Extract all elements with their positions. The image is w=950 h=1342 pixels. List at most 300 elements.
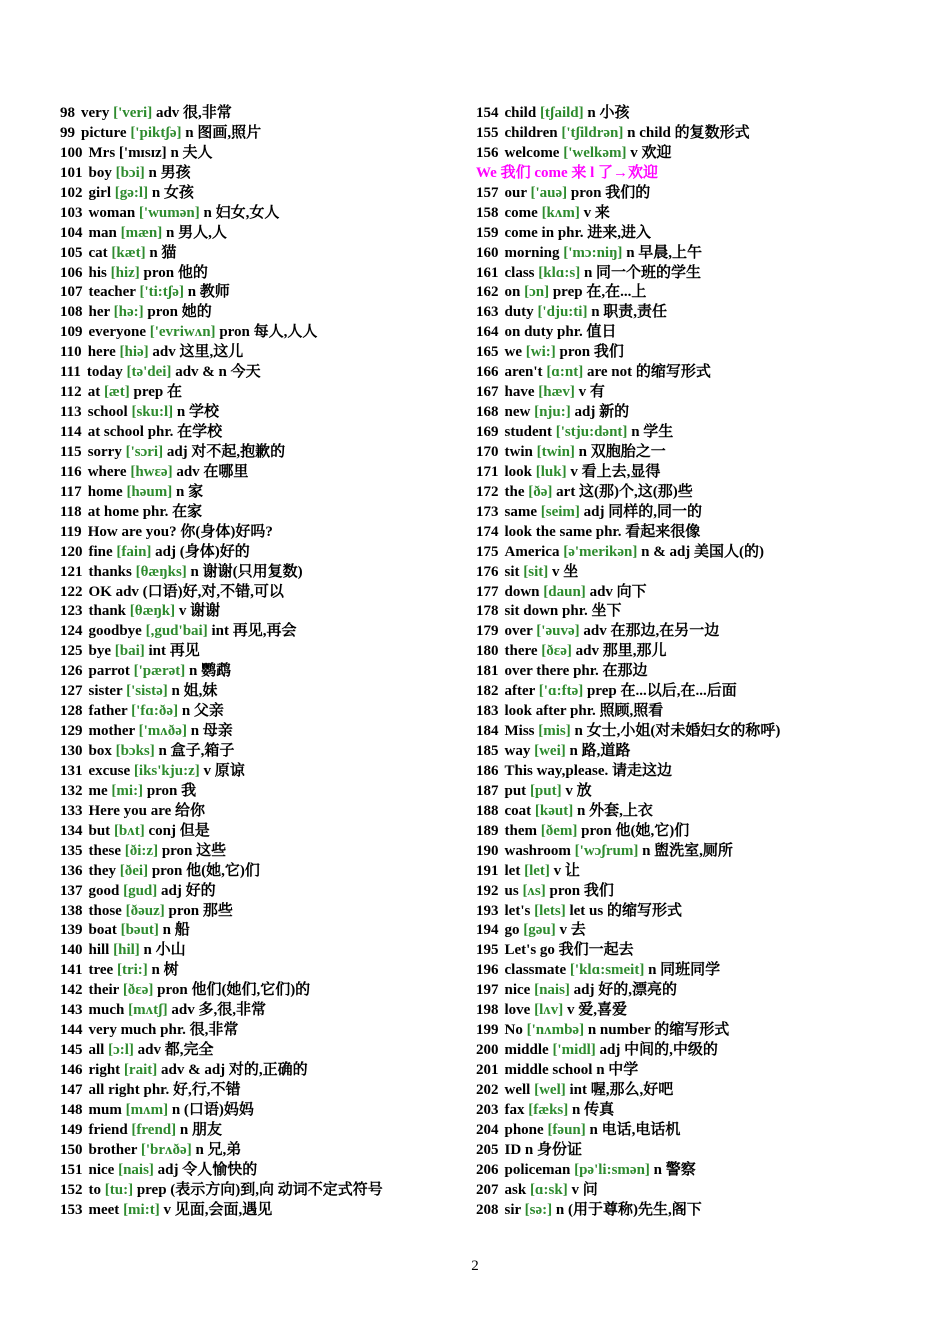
entry-word: come <box>504 204 538 221</box>
vocab-entry <box>60 1081 460 1101</box>
entry-word: put <box>504 782 527 799</box>
entry-number: 178 <box>476 603 499 620</box>
entry-number: 120 <box>60 543 83 560</box>
entry-definition: v 有 <box>578 384 605 401</box>
entry-number: 181 <box>476 663 499 680</box>
vocab-entry <box>60 902 460 922</box>
entry-phonetic: [wei] <box>534 743 566 759</box>
entry-word: on <box>504 284 521 301</box>
entry-number: 118 <box>60 503 82 520</box>
entry-word: OK <box>88 583 112 600</box>
entry-number: 164 <box>476 324 499 341</box>
vocab-entry <box>476 104 916 124</box>
vocab-entry <box>60 124 460 144</box>
entry-definition: n 朋友 <box>179 1121 222 1138</box>
vocab-entry <box>60 363 460 383</box>
entry-number: 124 <box>60 623 83 640</box>
vocab-entry <box>60 782 460 802</box>
vocab-entry <box>60 1061 460 1081</box>
entry-definition: adj 好的 <box>161 882 216 899</box>
vocab-entry <box>476 1041 916 1061</box>
entry-definition: adj 好的,漂亮的 <box>573 982 678 999</box>
entry-word: here <box>87 344 116 361</box>
vocab-entry <box>476 224 916 244</box>
vocab-entry <box>476 523 916 543</box>
entry-number: 107 <box>60 284 83 301</box>
vocab-entry <box>476 144 916 164</box>
vocab-entry <box>476 1021 916 1041</box>
entry-phonetic: ['sistə] <box>126 683 168 700</box>
entry-definition: phr. 在家 <box>142 503 203 520</box>
entry-phonetic: ['brʌðə] <box>140 1141 192 1158</box>
entry-definition: phr. 值日 <box>557 324 617 341</box>
vocab-entry <box>60 762 460 782</box>
entry-number: 201 <box>476 1062 499 1078</box>
vocab-entry <box>476 622 916 642</box>
entry-definition: n (口语)妈妈 <box>171 1101 254 1118</box>
entry-word: where <box>87 463 127 480</box>
vocab-entry <box>476 642 916 662</box>
entry-word: let <box>504 862 521 879</box>
entry-definition: phr. 看起来很像 <box>595 523 701 540</box>
entry-phonetic: [həum] <box>126 483 173 500</box>
entry-definition: n 男孩 <box>148 164 191 181</box>
entry-number: 126 <box>60 663 83 680</box>
entry-number: 146 <box>60 1062 83 1078</box>
entry-phonetic: [mi:t] <box>123 1201 160 1218</box>
entry-phonetic: [nju:] <box>534 404 571 421</box>
entry-number: 115 <box>60 443 82 460</box>
vocab-entry <box>60 622 460 642</box>
vocab-entry <box>476 463 916 483</box>
entry-phonetic: ['stju:dənt] <box>555 424 628 440</box>
entry-phonetic: [hwɛə] <box>130 463 173 480</box>
entry-definition: n 警察 <box>653 1161 696 1178</box>
vocab-entry <box>60 1181 460 1201</box>
entry-phonetic: [mʌtʃ] <box>128 1002 168 1019</box>
entry-word: very much <box>88 1022 157 1039</box>
entry-number: 184 <box>476 723 499 740</box>
entry-number: 110 <box>60 344 82 361</box>
entry-phonetic: ['klɑ:smeit] <box>569 962 645 979</box>
entry-number: 99 <box>60 124 75 141</box>
vocab-entry <box>476 1181 916 1201</box>
entry-word: school <box>87 404 128 421</box>
page-number: 2 <box>471 1258 479 1274</box>
entry-number: 151 <box>60 1161 83 1178</box>
entry-word: girl <box>88 184 111 201</box>
vocab-entry <box>60 423 460 443</box>
vocab-entry <box>60 642 460 662</box>
entry-word: class <box>504 264 535 281</box>
entry-word: middle school <box>504 1062 593 1078</box>
entry-definition: n 谢谢(只用复数) <box>190 563 303 580</box>
vocab-entry <box>60 882 460 902</box>
vocab-entry <box>60 921 460 941</box>
vocab-entry <box>60 583 460 603</box>
entry-phonetic: [mis] <box>538 723 571 740</box>
entry-definition: adv 那里,那儿 <box>575 643 667 660</box>
entry-word: phone <box>504 1121 544 1138</box>
entry-phonetic: [fain] <box>116 543 152 560</box>
entry-phonetic: [lʌv] <box>534 1002 564 1019</box>
entry-number: 156 <box>476 144 499 161</box>
vocab-entry <box>60 563 460 583</box>
entry-number: 133 <box>60 802 83 819</box>
entry-definition: conj 但是 <box>148 822 210 839</box>
entry-number: 106 <box>60 264 83 281</box>
entry-definition: n 盒子,箱子 <box>158 743 235 759</box>
entry-word: right <box>88 1062 121 1078</box>
entry-word: duty <box>504 304 534 321</box>
entry-definition: adj 令人愉快的 <box>157 1161 258 1178</box>
entry-word: come in <box>504 224 555 241</box>
entry-definition: adv 在哪里 <box>176 463 249 480</box>
entry-word: sir <box>504 1201 521 1218</box>
vocab-entry <box>476 602 916 622</box>
entry-word: picture <box>81 124 127 141</box>
entry-phonetic: [bɔks] <box>115 743 155 759</box>
entry-number: 191 <box>476 862 499 879</box>
entry-word: middle <box>504 1042 549 1059</box>
entry-phonetic: [nais] <box>534 982 570 999</box>
entry-phonetic: [lets] <box>534 902 566 919</box>
entry-number: 98 <box>60 105 75 121</box>
vocab-entry <box>476 742 916 762</box>
vocab-entry <box>476 363 916 383</box>
entry-word: Let's go <box>504 942 555 959</box>
entry-phonetic: [hil] <box>113 942 140 959</box>
entry-word: the <box>504 483 525 500</box>
entry-word: well <box>504 1081 531 1098</box>
entry-number: 158 <box>476 204 499 221</box>
entry-word: sit down <box>504 603 559 620</box>
entry-definition: adv 这里,这儿 <box>152 344 244 361</box>
entry-number: 162 <box>476 284 499 301</box>
entry-word: fine <box>88 543 113 560</box>
vocab-entry <box>476 842 916 862</box>
entry-phonetic: ['sɔri] <box>125 443 164 460</box>
entry-phonetic: [mæn] <box>120 224 163 241</box>
vocab-entry <box>476 343 916 363</box>
entry-phonetic: ['ɑ:ftə] <box>538 683 584 700</box>
entry-word: thank <box>88 603 127 620</box>
vocab-entry <box>476 423 916 443</box>
entry-number: 204 <box>476 1121 499 1138</box>
entry-definition: n child 的复数形式 <box>627 124 750 141</box>
entry-word: his <box>88 264 107 281</box>
entry-number: 114 <box>60 424 82 440</box>
entry-definition: n 同一个班的学生 <box>583 264 702 281</box>
entry-phonetic: ['wumən] <box>138 204 200 221</box>
entry-word: sorry <box>87 443 122 460</box>
entry-definition: pron 这些 <box>161 842 227 859</box>
entry-definition: v 看上去,显得 <box>570 463 661 480</box>
entry-word: way <box>504 743 531 759</box>
entry-word: at home <box>87 503 139 520</box>
entry-definition: v 来 <box>583 204 610 221</box>
entry-number: 140 <box>60 942 83 959</box>
entry-phonetic: ['pærət] <box>133 663 186 680</box>
entry-word: student <box>504 424 553 440</box>
entry-definition: n 同班同学 <box>648 962 721 979</box>
entry-phonetic: [wel] <box>534 1081 566 1098</box>
entry-number: 123 <box>60 603 83 620</box>
entry-number: 112 <box>60 384 82 401</box>
entry-number: 153 <box>60 1201 83 1218</box>
entry-definition: pron 我们的 <box>570 184 651 201</box>
entry-number: 207 <box>476 1181 499 1198</box>
entry-word: go <box>504 922 520 939</box>
vocab-entry <box>476 383 916 403</box>
entry-phonetic: [bɔi] <box>115 164 145 181</box>
entry-definition: n 学校 <box>176 404 219 421</box>
entry-word: after <box>504 683 536 700</box>
entry-number: 108 <box>60 304 83 321</box>
entry-number: 189 <box>476 822 499 839</box>
vocab-entry <box>60 503 460 523</box>
vocab-entry <box>476 503 916 523</box>
entry-phonetic: [kəut] <box>534 802 574 819</box>
entry-word: our <box>504 184 527 201</box>
entry-number: 155 <box>476 124 499 141</box>
entry-phonetic: [kʌm] <box>541 204 580 221</box>
entry-word: them <box>504 822 537 839</box>
vocab-entry <box>476 941 916 961</box>
entry-definition: let us 的缩写形式 <box>569 902 682 919</box>
entry-word: policeman <box>504 1161 571 1178</box>
entry-phonetic: [frend] <box>131 1121 177 1138</box>
entry-word: nice <box>504 982 531 999</box>
vocab-entry <box>476 782 916 802</box>
entry-definition: n 树 <box>151 962 179 979</box>
entry-number: 177 <box>476 583 499 600</box>
entry-number: 111 <box>60 364 81 381</box>
entry-word: all <box>88 1042 105 1059</box>
vocab-column-right <box>476 104 916 1221</box>
entry-definition: v 坐 <box>552 563 579 580</box>
entry-definition: n 家 <box>176 483 204 500</box>
entry-word: meet <box>88 1201 120 1218</box>
entry-definition: v 欢迎 <box>630 144 672 161</box>
entry-phonetic: [rait] <box>123 1062 158 1078</box>
entry-number: 144 <box>60 1022 83 1039</box>
entry-number: 197 <box>476 982 499 999</box>
entry-word: those <box>88 902 122 919</box>
entry-definition: n 兄,弟 <box>195 1141 242 1158</box>
entry-phonetic: [sku:l] <box>131 404 174 421</box>
entry-phonetic: ['veri] <box>113 105 153 121</box>
entry-definition: n 鹦鹉 <box>189 663 232 680</box>
entry-number: 160 <box>476 244 499 261</box>
entry-definition: pron 那些 <box>168 902 233 919</box>
entry-word: children <box>504 124 558 141</box>
vocab-entry <box>60 204 460 224</box>
entry-definition: prep (表示方向)到,向 动词不定式符号 <box>136 1181 383 1198</box>
entry-number: 163 <box>476 304 499 321</box>
vocab-entry <box>60 383 460 403</box>
entry-number: 134 <box>60 822 83 839</box>
entry-definition: phr. 很,非常 <box>160 1022 239 1039</box>
entry-definition: prep 在 <box>133 384 182 401</box>
entry-phonetic: [sit] <box>523 563 549 580</box>
entry-word: love <box>504 1002 531 1019</box>
vocab-entry <box>60 1201 460 1221</box>
vocab-entry <box>476 862 916 882</box>
entry-phonetic: [fæks] <box>528 1101 569 1118</box>
entry-word: sit <box>504 563 520 580</box>
vocab-entry <box>476 762 916 782</box>
entry-word: woman <box>88 204 136 221</box>
entry-word: This way,please. <box>504 762 609 779</box>
entry-word: excuse <box>88 762 131 779</box>
entry-definition: n 夫人 <box>170 144 213 161</box>
vocab-entry <box>476 124 916 144</box>
vocab-entry <box>60 244 460 264</box>
entry-definition: n 图画,照片 <box>185 124 262 141</box>
entry-number: 186 <box>476 762 499 779</box>
entry-phonetic: [gəu] <box>523 922 556 939</box>
entry-definition: n 小孩 <box>587 105 630 121</box>
entry-phonetic: [ðεə] <box>541 643 572 660</box>
entry-number: 129 <box>60 723 83 740</box>
entry-definition: n 妇女,女人 <box>203 204 280 221</box>
entry-definition: prep 在...以后,在...后面 <box>586 683 737 700</box>
entry-phonetic: [iks'kju:z] <box>133 762 200 779</box>
entry-number: 125 <box>60 643 83 660</box>
entry-word: tree <box>88 962 114 979</box>
entry-phonetic: ['fɑ:ðə] <box>131 703 179 720</box>
entry-number: 205 <box>476 1141 499 1158</box>
entry-number: 168 <box>476 404 499 421</box>
entry-word: down <box>504 583 540 600</box>
entry-number: 196 <box>476 962 499 979</box>
entry-number: 154 <box>476 105 499 121</box>
entry-word: child <box>504 105 537 121</box>
entry-number: 105 <box>60 244 83 261</box>
entry-word: goodbye <box>88 623 142 640</box>
entry-phonetic: [gud] <box>123 882 158 899</box>
entry-number: 101 <box>60 164 83 181</box>
entry-number: 122 <box>60 583 83 600</box>
entry-definition: pron 我们 <box>549 882 614 899</box>
entry-number: 104 <box>60 224 83 241</box>
entry-phonetic: [ðem] <box>540 822 578 839</box>
entry-number: 195 <box>476 942 499 959</box>
entry-number: 132 <box>60 782 83 799</box>
vocab-entry <box>476 702 916 722</box>
entry-phonetic: [ði:z] <box>124 842 159 859</box>
entry-phonetic: [seim] <box>540 503 580 520</box>
entry-number: 139 <box>60 922 83 939</box>
vocab-entry <box>476 1201 916 1221</box>
entry-phonetic: [gə:l] <box>114 184 149 201</box>
entry-number: 180 <box>476 643 499 660</box>
entry-phonetic: [tə'dei] <box>126 364 172 381</box>
entry-word: at school <box>87 424 144 440</box>
entry-definition: int 喔,那么,好吧 <box>569 1081 674 1098</box>
entry-word: home <box>87 483 123 500</box>
entry-phonetic: ['nʌmbə] <box>526 1022 585 1039</box>
vocab-entry <box>60 523 460 543</box>
entry-number: 103 <box>60 204 83 221</box>
entry-number: 117 <box>60 483 82 500</box>
entry-definition: pron 他们(她们,它们)的 <box>157 982 311 999</box>
entry-word: mum <box>88 1101 122 1118</box>
entry-phonetic: [tri:] <box>116 962 148 979</box>
entry-definition: 我们一起去 <box>558 942 634 959</box>
entry-number: 169 <box>476 424 499 440</box>
entry-phonetic: [klɑ:s] <box>538 264 581 281</box>
entry-phonetic: [tʃaild] <box>539 105 584 121</box>
entry-phonetic: [let] <box>524 862 550 879</box>
entry-number: 127 <box>60 683 83 700</box>
vocab-entry <box>476 662 916 682</box>
entry-definition: n 身份证 <box>524 1141 583 1158</box>
entry-definition: phr. 坐下 <box>562 603 622 620</box>
vocab-entry <box>60 1121 460 1141</box>
entry-phonetic: ['midl] <box>552 1042 596 1059</box>
entry-number: 159 <box>476 224 499 241</box>
entry-definition: pron 我 <box>146 782 197 799</box>
entry-word: brother <box>88 1141 138 1158</box>
entry-definition: n 小山 <box>143 942 186 959</box>
entry-word: mother <box>88 723 135 740</box>
entry-number: 131 <box>60 762 83 779</box>
vocab-entry <box>60 303 460 323</box>
entry-word: fax <box>504 1101 525 1118</box>
entry-phonetic: [mi:] <box>111 782 144 799</box>
entry-phonetic: [mʌm] <box>125 1101 169 1118</box>
entry-number: 130 <box>60 743 83 759</box>
entry-number: 172 <box>476 483 499 500</box>
vocab-entry <box>60 1001 460 1021</box>
entry-definition: n 盥洗室,厕所 <box>642 842 733 859</box>
entry-definition: 请走这边 <box>612 762 673 779</box>
entry-phonetic: [hə:] <box>113 304 144 321</box>
entry-phonetic: [ə'merikən] <box>563 543 638 560</box>
entry-word: friend <box>88 1121 128 1138</box>
entry-number: 190 <box>476 842 499 859</box>
entry-definition: n 电话,电话机 <box>589 1121 681 1138</box>
entry-word: man <box>88 224 117 241</box>
entry-number: 183 <box>476 703 499 720</box>
entry-definition: 给你 <box>175 802 206 819</box>
entry-definition: n 职责,责任 <box>591 304 668 321</box>
vocab-entry <box>476 1001 916 1021</box>
entry-word: twin <box>504 443 533 460</box>
entry-phonetic: [ðəuz] <box>125 902 165 919</box>
entry-word: all right <box>88 1081 140 1098</box>
vocab-entry <box>476 563 916 583</box>
entry-definition: v 让 <box>553 862 580 879</box>
entry-definition: pron 他的 <box>143 264 208 281</box>
vocab-entry <box>476 921 916 941</box>
entry-word: sister <box>88 683 123 700</box>
entry-phonetic: [ɑ:sk] <box>529 1181 568 1198</box>
vocab-entry <box>60 184 460 204</box>
entry-phonetic: ['mʌðə] <box>138 723 187 740</box>
entry-phonetic: [daun] <box>543 583 586 600</box>
vocab-entry <box>476 443 916 463</box>
vocab-entry <box>60 283 460 303</box>
entry-phonetic: ['piktʃə] <box>130 124 182 141</box>
entry-number: 192 <box>476 882 499 899</box>
entry-word: How are you? <box>87 523 177 540</box>
entry-number: 150 <box>60 1141 83 1158</box>
vocab-entry <box>476 882 916 902</box>
entry-definition: int 再见 <box>148 643 200 660</box>
